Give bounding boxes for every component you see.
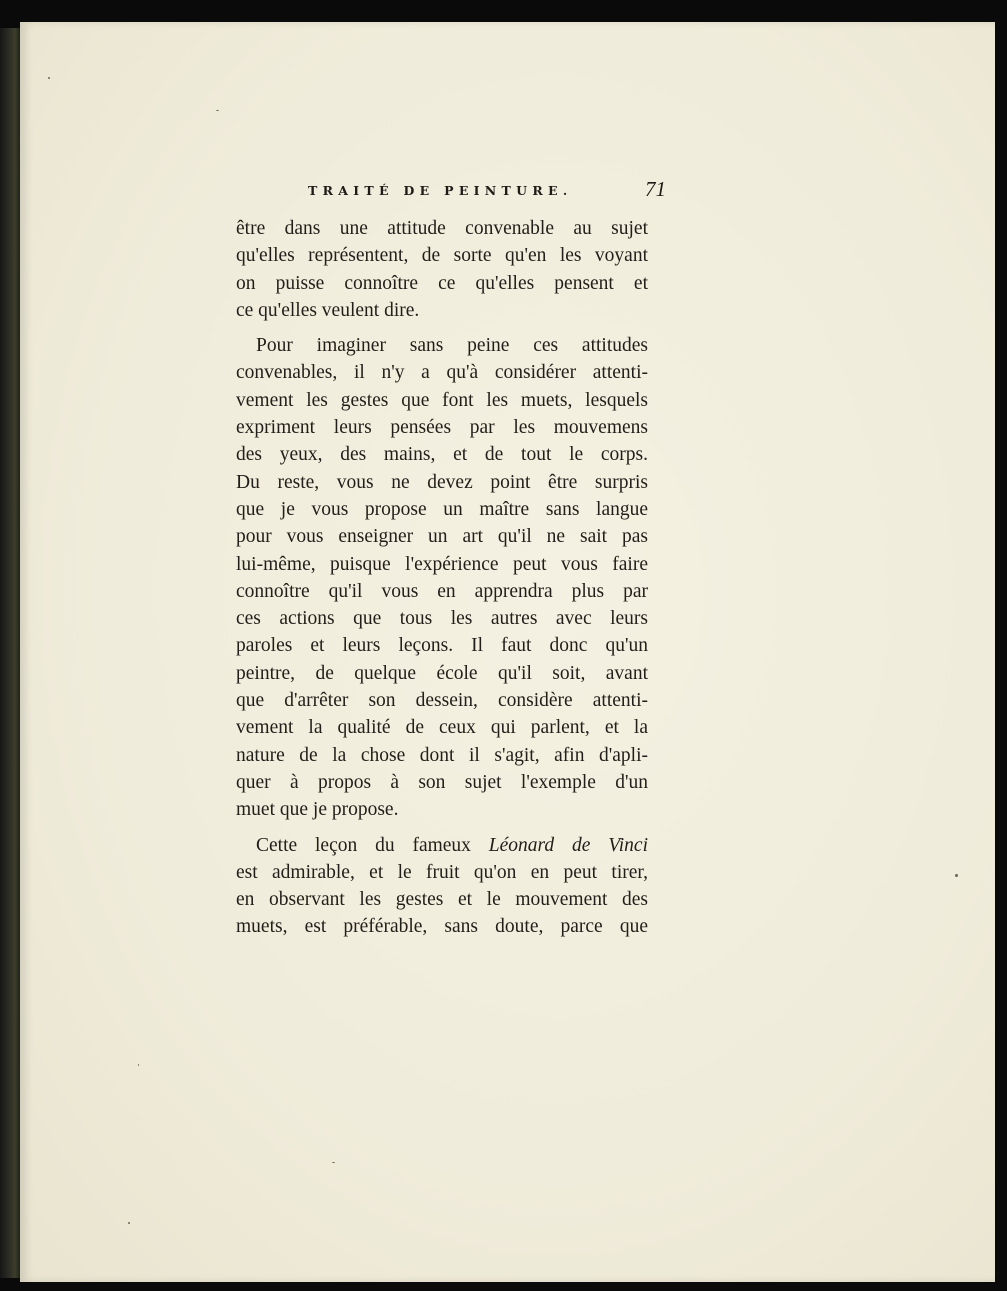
text-line: ces actions que tous les autres avec leurs bbox=[236, 608, 648, 630]
text-line: que je vous propose un maître sans langue bbox=[236, 498, 648, 520]
text-line: paroles et leurs leçons. Il faut donc qu'un bbox=[236, 635, 648, 657]
page-header bbox=[308, 177, 668, 207]
text-line: être dans une attitude convenable au sujet bbox=[236, 218, 648, 239]
text-line: des yeux, des mains, et de tout le corps. bbox=[236, 444, 648, 466]
paper-speck bbox=[216, 110, 219, 111]
text-line: connoître qu'il vous en apprendra plus par bbox=[236, 580, 648, 602]
paper-speck bbox=[138, 1064, 139, 1066]
text-line: pour vous enseigner un art qu'il ne sait pas bbox=[236, 526, 648, 548]
text-line bbox=[236, 832, 648, 859]
text-line: vement la qualité de ceux qui parlent, et la bbox=[236, 717, 648, 739]
text-line: muet que je propose. bbox=[236, 799, 399, 821]
paper-speck bbox=[955, 874, 958, 877]
paper-speck bbox=[48, 77, 50, 79]
body-text bbox=[236, 215, 648, 941]
text-line: muets, est préférable, sans doute, parce que bbox=[236, 916, 648, 938]
paragraph-gap bbox=[236, 324, 648, 332]
text-line: nature de la chose dont il s'agit, afin d'apli- bbox=[236, 744, 648, 766]
text-line: que d'arrêter son dessein, considère attenti- bbox=[236, 690, 648, 712]
text-line: ce qu'elles veulent dire. bbox=[236, 299, 420, 321]
book-spine-edge bbox=[0, 28, 20, 1278]
page-number: 71 bbox=[645, 177, 666, 201]
text-line: peintre, de quelque école qu'il soit, avant bbox=[236, 662, 648, 684]
text-line: convenables, il n'y a qu'à considérer attenti- bbox=[236, 362, 648, 384]
text-line: expriment leurs pensées par les mouvemens bbox=[236, 417, 648, 439]
text-line: Pour imaginer sans peine ces attitudes bbox=[256, 335, 648, 357]
text-line: qu'elles représentent, de sorte qu'en les voyant bbox=[236, 245, 648, 267]
text-fragment: Cette leçon du fameux bbox=[256, 834, 471, 856]
text-line: en observant les gestes et le mouvement des bbox=[236, 889, 648, 911]
paper-speck bbox=[332, 1162, 335, 1163]
paragraph-gap bbox=[236, 824, 648, 832]
text-line: est admirable, et le fruit qu'on en peut tirer, bbox=[236, 861, 648, 883]
paper-speck bbox=[128, 1222, 130, 1224]
italic-name: Léonard de Vinci bbox=[488, 834, 648, 856]
text-line: quer à propos à son sujet l'exemple d'un bbox=[236, 771, 648, 793]
text-line: on puisse connoître ce qu'elles pensent et bbox=[236, 272, 648, 294]
running-title: TRAITÉ DE PEINTURE. bbox=[308, 183, 573, 198]
text-line: lui-même, puisque l'expérience peut vous faire bbox=[236, 553, 648, 575]
text-line: vement les gestes que font les muets, lesquels bbox=[236, 389, 648, 411]
text-line: Du reste, vous ne devez point être surpris bbox=[236, 471, 648, 493]
